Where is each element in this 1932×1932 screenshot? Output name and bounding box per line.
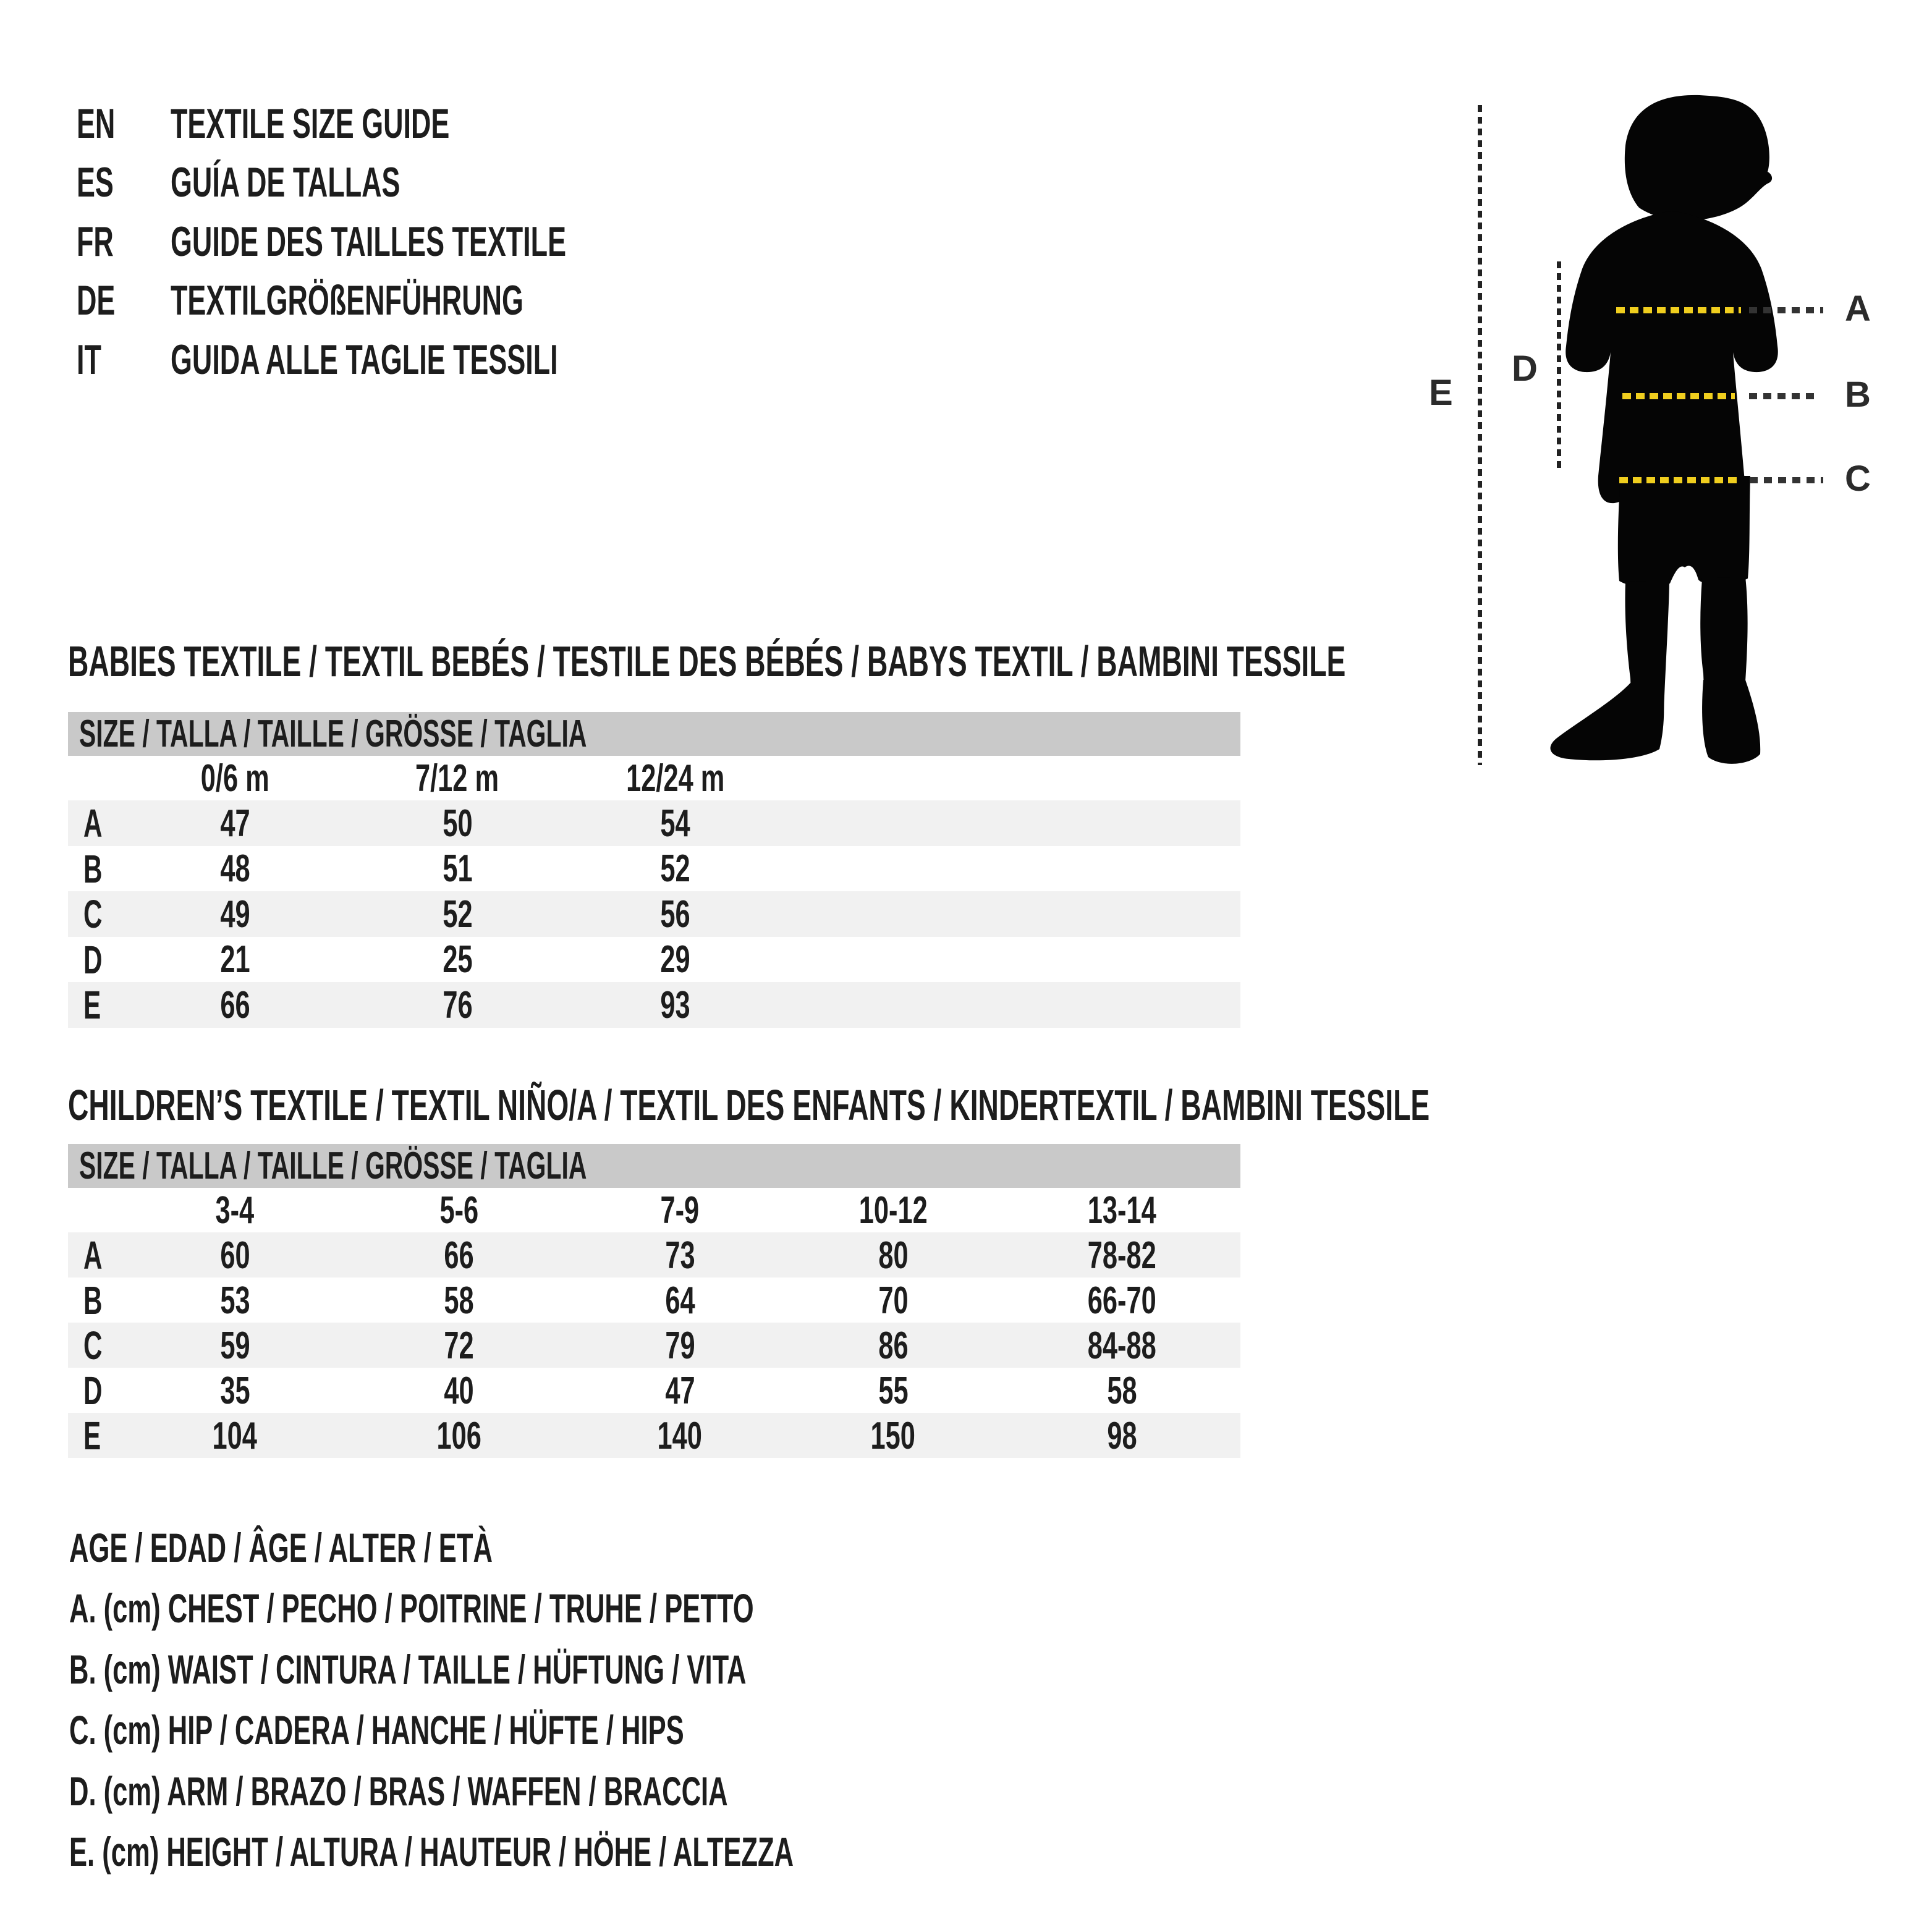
lang-label-es: GUÍA DE TALLAS [171, 159, 400, 206]
children-column-header-row [68, 1188, 1240, 1232]
children-row-e: E 104 106 140 150 98 [68, 1413, 1240, 1458]
legend-chest: A. (cm) CHEST / PECHO / POITRINE / TRUHE / PETTO [69, 1585, 754, 1632]
lang-label-de: TEXTILGRÖßENFÜHRUNG [171, 277, 523, 324]
chest-line-dark [1749, 307, 1823, 313]
measure-label-b: B [1845, 375, 1871, 415]
babies-row-c: C 49 52 56 [68, 891, 1240, 937]
lang-code-fr: FR [77, 218, 114, 265]
babies-column-header-row [68, 756, 1240, 800]
lang-label-en: TEXTILE SIZE GUIDE [171, 100, 450, 147]
lang-code-en: EN [77, 100, 116, 147]
measure-label-e: E [1429, 373, 1453, 413]
hip-line-yellow [1619, 477, 1742, 483]
waist-line-yellow [1622, 393, 1735, 399]
language-title-list [77, 94, 770, 389]
babies-size-header-bar [68, 712, 1240, 756]
silhouette-left-shoe [1550, 683, 1664, 760]
measure-label-c: C [1845, 459, 1871, 499]
children-section-title: CHILDREN’S TEXTILE / TEXTIL NIÑO/A / TEXTIL DES ENFANTS / KINDERTEXTIL / BAMBINI TESSILE [68, 1081, 1430, 1129]
children-col-10-12: 10-12 [858, 1188, 928, 1232]
waist-line-dark [1749, 393, 1820, 399]
lang-code-de: DE [77, 277, 116, 324]
children-col-3-4: 3-4 [215, 1188, 255, 1232]
lang-label-it: GUIDA ALLE TAGLIE TESSILI [171, 336, 558, 383]
lang-label-fr: GUIDE DES TAILLES TEXTILE [171, 218, 567, 265]
lang-row-it [77, 330, 770, 389]
lang-code-es: ES [77, 159, 114, 206]
children-col-5-6: 5-6 [439, 1188, 478, 1232]
babies-row-d: D 21 25 29 [83, 937, 690, 982]
babies-row-e: E 66 76 93 [68, 982, 1240, 1028]
babies-col-7-12m: 7/12 m [415, 756, 499, 800]
legend-height: E. (cm) HEIGHT / ALTURA / HAUTEUR / HÖHE / ALTEZZA [69, 1829, 794, 1875]
babies-row-a: A 47 50 54 [68, 800, 1240, 846]
babies-section-title: BABIES TEXTILE / TEXTIL BEBÉS / TESTILE DES BÉBÉS / BABYS TEXTIL / BAMBINI TESSILE [68, 637, 1346, 685]
measurement-legend [69, 1517, 1167, 1882]
legend-arm: D. (cm) ARM / BRAZO / BRAS / WAFFEN / BRACCIA [69, 1768, 728, 1814]
children-size-header-text: SIZE / TALLA / TAILLE / GRÖSSE / TAGLIA [79, 1145, 587, 1187]
silhouette-shorts [1618, 476, 1750, 587]
children-row-b: B 53 58 64 70 66-70 [83, 1278, 1156, 1323]
children-col-13-14: 13-14 [1087, 1188, 1156, 1232]
babies-col-12-24m: 12/24 m [625, 756, 725, 800]
measure-label-a: A [1845, 289, 1871, 329]
legend-age: AGE / EDAD / ÂGE / ALTER / ETÀ [69, 1525, 493, 1570]
lang-row-en [77, 94, 770, 153]
chest-line-yellow [1616, 307, 1741, 313]
babies-row-b: B 48 51 52 [83, 846, 690, 891]
lang-row-de [77, 271, 770, 331]
children-row-a: A 60 66 73 80 78-82 [68, 1232, 1240, 1277]
lang-row-es [77, 153, 770, 213]
children-col-7-9: 7-9 [660, 1188, 700, 1232]
lang-row-fr [77, 212, 770, 271]
children-size-header-bar [68, 1144, 1240, 1188]
hip-line-dark [1750, 477, 1823, 483]
babies-size-header-text: SIZE / TALLA / TAILLE / GRÖSSE / TAGLIA [79, 713, 587, 755]
children-row-c: C 59 72 79 86 84-88 [68, 1323, 1240, 1368]
measure-label-d: D [1512, 349, 1538, 389]
silhouette-shirt [1566, 211, 1778, 503]
children-row-d: D 35 40 47 55 58 [83, 1368, 1137, 1413]
babies-col-0-6m: 0/6 m [200, 756, 269, 800]
legend-waist: B. (cm) WAIST / CINTURA / TAILLE / HÜFTUNG / VITA [69, 1646, 747, 1692]
lang-code-it: IT [77, 336, 101, 383]
silhouette-head [1625, 95, 1772, 221]
legend-hip: C. (cm) HIP / CADERA / HANCHE / HÜFTE / HIPS [69, 1707, 684, 1753]
silhouette-right-shoe [1702, 680, 1760, 764]
